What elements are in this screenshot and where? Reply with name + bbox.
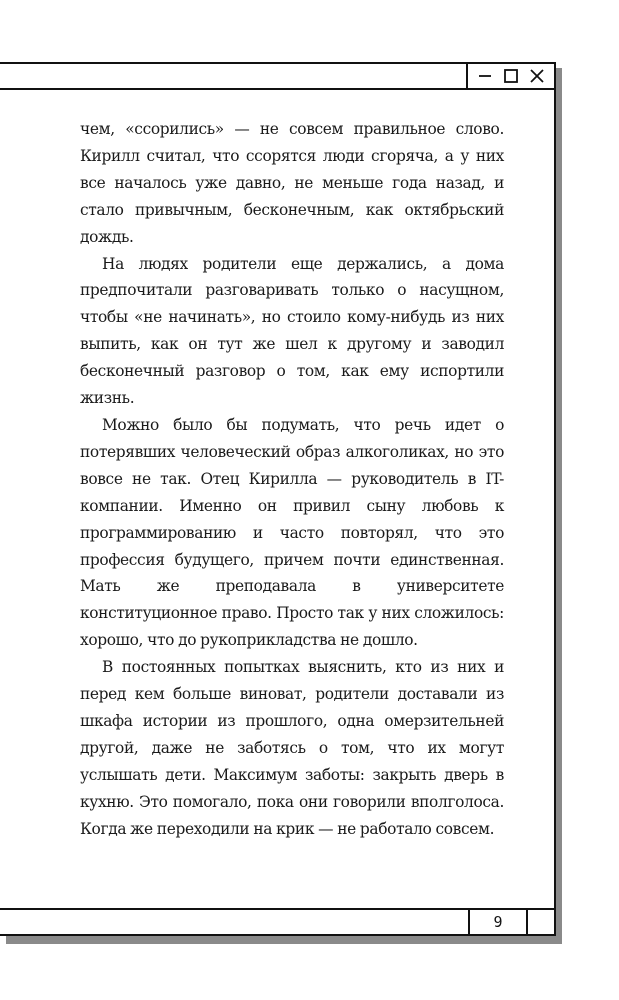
- paragraph: В постоянных попытках выяснить, кто из них и перед кем больше виноват, родители доставали из шкафа истории из прошлого, одна омерзительней другой, даже не заботясь о том, что их могут услышать дети. Максимум заботы: закрыть дверь в кухню. Это помогало, пока они говорили вполголоса. Когда же переходили на крик — не работало совсем.: [80, 658, 504, 838]
- close-icon: [529, 68, 545, 84]
- paragraph: чем, «ссорились» — не совсем правильное слово. Кирилл считал, что ссорятся люди сгоряча, а у них все началось уже давно, не меньше года назад, и стало привычным, бесконечным, как октябрьский дождь.: [80, 120, 504, 246]
- paragraph: На людях родители еще держались, а дома предпочитали разговаривать только о насущном, чтобы «не начинать», но стоило кому-нибудь из них выпить, как он тут же шел к другому и заводил бесконечный разговор о том, как ему испортили жизнь.: [80, 254, 504, 408]
- title-bar[interactable]: [0, 64, 554, 90]
- close-button[interactable]: [527, 66, 547, 86]
- window-controls: [466, 64, 554, 88]
- minimize-icon: [477, 68, 493, 84]
- document-text: [80, 116, 504, 842]
- maximize-icon: [503, 68, 519, 84]
- page-number: 9: [468, 910, 528, 934]
- status-bar: [0, 908, 554, 934]
- maximize-button[interactable]: [501, 66, 521, 86]
- minimize-button[interactable]: [475, 66, 495, 86]
- paragraph: Можно было бы подумать, что речь идет о потерявших человеческий образ алкоголиках, но это вовсе не так. Отец Кирилла — руководитель в IT-компании. Именно он привил сыну любовь к программированию и часто повторял, что это профессия будущего, причем почти единственная. Мать же преподавала в университете конституционное право. Просто так у них сложилось: хорошо, что до рукоприкладства не дошло.: [80, 415, 504, 650]
- reader-window: [0, 62, 556, 936]
